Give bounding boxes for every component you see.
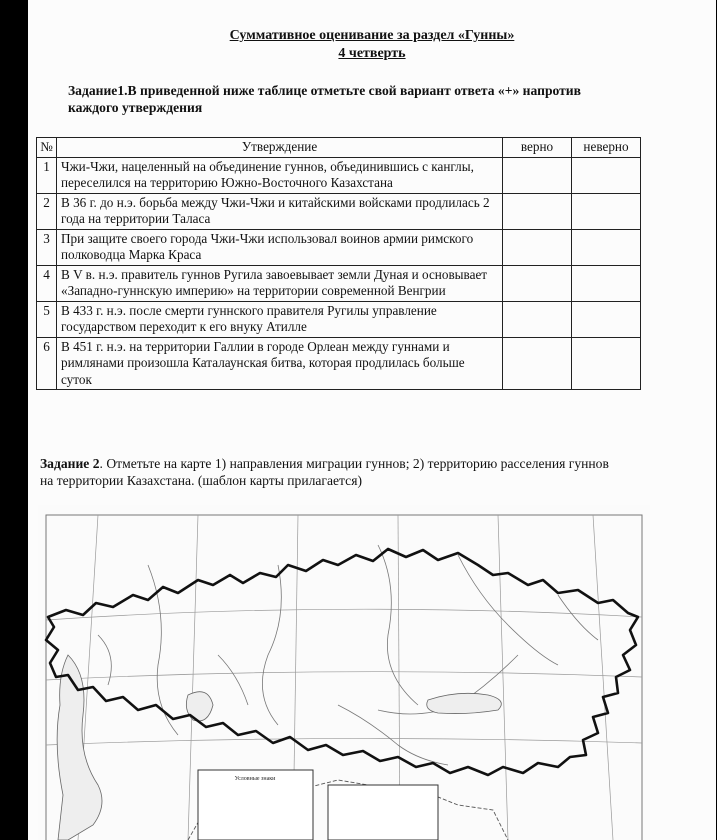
map-inset-box — [328, 785, 438, 840]
false-answer-cell[interactable] — [572, 229, 641, 265]
true-answer-cell[interactable] — [503, 229, 572, 265]
false-answer-cell[interactable] — [572, 193, 641, 229]
row-statement: Чжи-Чжи, нацеленный на объединение гуннов, объединившись с канглы, переселился на территорию Южно-Восточного Казахстана — [57, 157, 503, 193]
row-number: 6 — [37, 337, 57, 390]
table-row — [37, 265, 641, 301]
task2-instruction — [40, 455, 610, 489]
true-answer-cell[interactable] — [503, 157, 572, 193]
row-number: 3 — [37, 229, 57, 265]
table-header-row — [37, 138, 641, 158]
row-number: 1 — [37, 157, 57, 193]
quarter-subtitle: 4 четверть — [338, 46, 406, 61]
row-statement: В 36 г. до н.э. борьба между Чжи-Чжи и китайскими войсками продлилась 2 года на территории Таласа — [57, 193, 503, 229]
table-row — [37, 301, 641, 337]
header-true: верно — [503, 138, 572, 158]
row-statement: В 451 г. н.э. на территории Галлии в городе Орлеан между гуннами и римлянами произошла Каталаунская битва, которая продлилась больше суток — [57, 337, 503, 390]
statements-table — [36, 137, 641, 390]
task1-instruction: Задание1.В приведенной ниже таблице отметьте свой вариант ответа «+» напротив каждого утверждения — [68, 83, 581, 115]
header-number: № — [37, 138, 57, 158]
row-statement: В 433 г. н.э. после смерти гуннского правителя Ругилы управление государством переходит к его внуку Атилле — [57, 301, 503, 337]
table-row — [37, 229, 641, 265]
row-statement: При защите своего города Чжи-Чжи использовал воинов армии римского полководца Марка Краса — [57, 229, 503, 265]
false-answer-cell[interactable] — [572, 157, 641, 193]
task2-label: Задание 2 — [40, 456, 100, 471]
true-answer-cell[interactable] — [503, 265, 572, 301]
false-answer-cell[interactable] — [572, 337, 641, 390]
true-answer-cell[interactable] — [503, 193, 572, 229]
row-number: 5 — [37, 301, 57, 337]
row-statement: В V в. н.э. правитель гуннов Ругила завоевывает земли Дуная и основывает «Западно-гуннскую империю» на территории современной Венгрии — [57, 265, 503, 301]
document-title: Суммативное оценивание за раздел «Гунны» — [229, 28, 515, 43]
table-row — [37, 193, 641, 229]
header-false: неверно — [572, 138, 641, 158]
row-number: 2 — [37, 193, 57, 229]
false-answer-cell[interactable] — [572, 301, 641, 337]
true-answer-cell[interactable] — [503, 301, 572, 337]
kazakhstan-outline-map — [38, 505, 650, 840]
row-number: 4 — [37, 265, 57, 301]
table-row — [37, 337, 641, 390]
map-legend-title: Условные знаки — [234, 776, 276, 782]
table-row — [37, 157, 641, 193]
false-answer-cell[interactable] — [572, 265, 641, 301]
header-statement: Утверждение — [57, 138, 503, 158]
task2-text: . Отметьте на карте 1) направления миграции гуннов; 2) территорию расселения гуннов на территории Казахстана. (шаблон карты прилагается) — [40, 456, 609, 488]
true-answer-cell[interactable] — [503, 337, 572, 390]
